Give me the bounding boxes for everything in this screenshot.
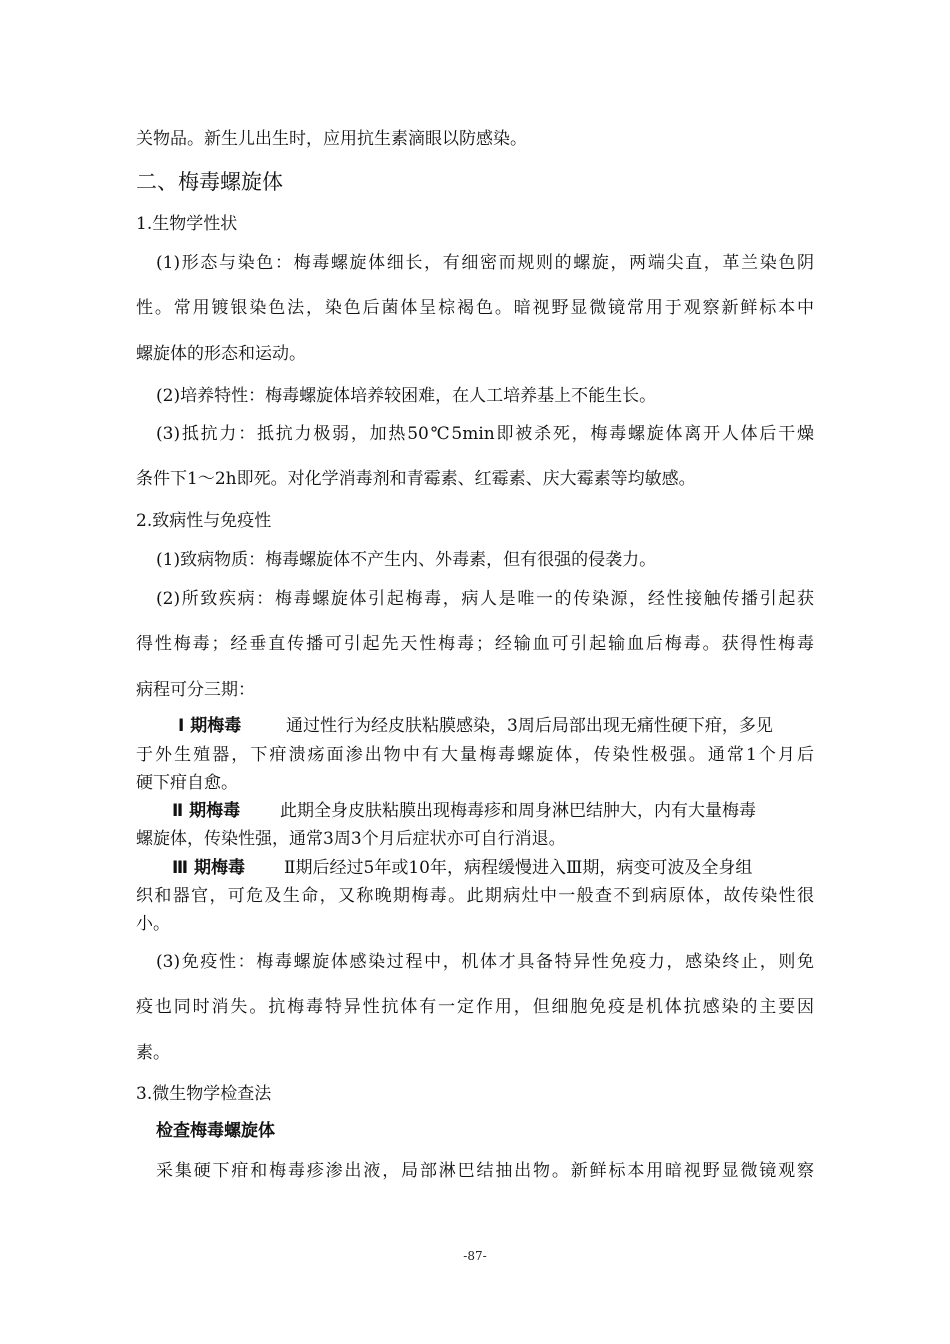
text-line: 性。常用镀银染色法，染色后菌体呈棕褐色。暗视野显微镜常用于观察新鲜标本中 xyxy=(136,298,814,318)
text-line: 采集硬下疳和梅毒疹渗出液，局部淋巴结抽出物。新鲜标本用暗视野显微镜观察 xyxy=(156,1161,814,1181)
text-line: 通过性行为经皮肤粘膜感染，3周后局部出现无痛性硬下疳，多见 xyxy=(286,716,773,736)
text-line: (2)所致疾病：梅毒螺旋体引起梅毒，病人是唯一的传染源，经性接触传播引起获 xyxy=(156,589,814,609)
text-line: 织和器官，可危及生命，又称晚期梅毒。此期病灶中一般查不到病原体，故传染性很 xyxy=(136,886,814,906)
text-line: 得性梅毒；经垂直传播可引起先天性梅毒；经输血可引起输血后梅毒。获得性梅毒 xyxy=(136,634,814,654)
text-line: (3)抵抗力：抵抗力极弱，加热50℃5min即被杀死，梅毒螺旋体离开人体后干燥 xyxy=(156,424,814,444)
stage-3-row xyxy=(172,857,245,879)
text-line: 素。 xyxy=(136,1043,170,1063)
section-heading: 二、梅毒螺旋体 xyxy=(136,170,283,194)
subsection-heading: 3.微生物学检查法 xyxy=(136,1084,272,1104)
text-line: 于外生殖器，下疳溃疡面渗出物中有大量梅毒螺旋体，传染性极强。通常1个月后 xyxy=(136,745,814,765)
stage-3-title: Ⅲ 期梅毒 xyxy=(172,858,245,878)
stage-2-title: Ⅱ 期梅毒 xyxy=(172,801,241,821)
text-line: 硬下疳自愈。 xyxy=(136,773,238,793)
text-line: 此期全身皮肤粘膜出现梅毒疹和周身淋巴结肿大，内有大量梅毒 xyxy=(280,801,756,821)
text-line: 病程可分三期： xyxy=(136,680,255,700)
text-line: (1)形态与染色：梅毒螺旋体细长，有细密而规则的螺旋，两端尖直，革兰染色阴 xyxy=(156,253,814,273)
text-line: (3)免疫性：梅毒螺旋体感染过程中，机体才具备特异性免疫力，感染终止，则免 xyxy=(156,952,814,972)
bold-heading: 检查梅毒螺旋体 xyxy=(156,1121,275,1141)
text-line: 螺旋体，传染性强，通常3周3个月后症状亦可自行消退。 xyxy=(136,829,566,849)
stage-2-row xyxy=(172,800,240,822)
text-line: (2)培养特性：梅毒螺旋体培养较困难，在人工培养基上不能生长。 xyxy=(156,386,657,406)
subsection-heading: 1.生物学性状 xyxy=(136,214,238,234)
text-line: 疫也同时消失。抗梅毒特异性抗体有一定作用，但细胞免疫是机体抗感染的主要因 xyxy=(136,997,814,1017)
subsection-heading: 2.致病性与免疫性 xyxy=(136,511,272,531)
stage-1-row xyxy=(178,715,241,737)
text-line: Ⅱ期后经过5年或10年，病程缓慢进入Ⅲ期，病变可波及全身组 xyxy=(284,858,753,878)
text-line: 条件下1～2h即死。对化学消毒剂和青霉素、红霉素、庆大霉素等均敏感。 xyxy=(136,469,696,489)
text-line: 螺旋体的形态和运动。 xyxy=(136,344,306,364)
text-line: 关物品。新生儿出生时，应用抗生素滴眼以防感染。 xyxy=(136,129,527,149)
text-line: (1)致病物质：梅毒螺旋体不产生内、外毒素，但有很强的侵袭力。 xyxy=(156,550,657,570)
page-number: -87- xyxy=(463,1249,487,1263)
text-line: 小。 xyxy=(136,914,170,934)
stage-1-title: Ⅰ 期梅毒 xyxy=(178,716,242,736)
